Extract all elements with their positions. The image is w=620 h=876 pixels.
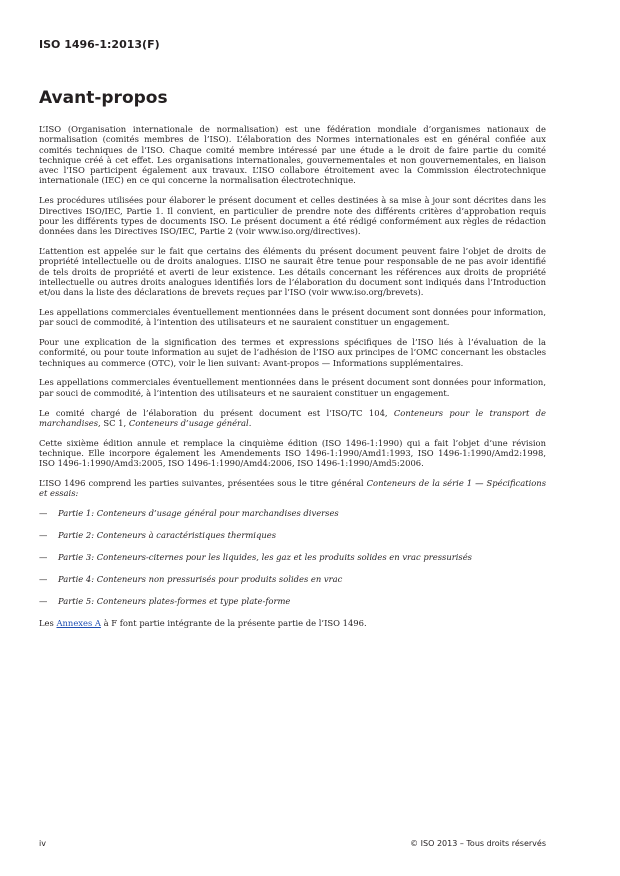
list-item-part-1 <box>39 508 546 518</box>
foreword-body <box>39 124 546 638</box>
list-dash: — <box>39 508 48 519</box>
annexes-lead: Les <box>39 618 57 629</box>
paragraph-conformity: Pour une explication de la signification des termes et expressions spécifiques de l’ISO liés à l’évaluation de la conformité, ou pour toute information au sujet de l’adhésion de l’ISO aux principes de l’OMC concernant les obstacles techniques au commerce (OTC), voir le lien suivant: Avant-propos — Informations supplémentaires. <box>39 337 546 368</box>
list-item-text: Partie 5: Conteneurs plates-formes et type plate-forme <box>58 596 291 607</box>
annex-a-link[interactable]: Annexes A <box>56 618 101 629</box>
paragraph-iso-organisation: L’ISO (Organisation internationale de normalisation) est une fédération mondiale d’organismes nationaux de normalisation (comités membres de l’ISO). L’élaboration des Normes internationales est en général confiée aux comités techniques de l’ISO. Chaque comité membre intéressé par une étude a le droit de faire partie du comité technique créé à cet effet. Les organisations internationales, gouvernementales et non gouvernementales, en liaison avec l’ISO participent également aux travaux. L’ISO collabore étroitement avec la Commission électrotechnique internationale (IEC) en ce qui concerne la normalisation électrotechnique. <box>39 124 546 186</box>
page-title: Avant-propos <box>39 88 168 108</box>
list-item-part-2 <box>39 530 546 540</box>
committee-sc: , SC 1, <box>98 417 129 428</box>
list-item-text: Partie 3: Conteneurs-citernes pour les liquides, les gaz et les produits solides en vrac pressurisés <box>58 552 472 563</box>
list-item-text: Partie 4: Conteneurs non pressurisés pour produits solides en vrac <box>58 574 343 585</box>
committee-end: . <box>248 417 252 428</box>
list-item-part-3 <box>39 552 546 562</box>
list-item-part-4 <box>39 574 546 584</box>
annexes-rest: à F font partie intégrante de la présente partie de l’ISO 1496. <box>100 618 367 629</box>
paragraph-trade-names: Les appellations commerciales éventuellement mentionnées dans le présent document sont données pour information, par souci de commodité, à l’intention des utilisateurs et ne sauraient constituer un engagement. <box>39 306 546 328</box>
list-item-text: Partie 1: Conteneurs d’usage général pour marchandises diverses <box>58 508 339 519</box>
subcommittee-title: Conteneurs d’usage général <box>128 417 249 428</box>
list-dash: — <box>39 596 48 607</box>
parts-general-title: Conteneurs de la série 1 — Spécifications et essais: <box>39 478 546 499</box>
paragraph-committee <box>39 408 546 429</box>
list-item-part-5 <box>39 596 546 606</box>
list-dash: — <box>39 552 48 563</box>
paragraph-annexes <box>39 618 546 628</box>
page-number: iv <box>39 839 46 848</box>
copyright-notice: © ISO 2013 – Tous droits réservés <box>410 839 546 848</box>
committee-lead: Le comité chargé de l’élaboration du présent document est l’ISO/TC 104, <box>39 407 394 418</box>
paragraph-parts-intro <box>39 478 546 499</box>
paragraph-patent-rights: L’attention est appelée sur le fait que certains des éléments du présent document peuvent faire l’objet de droits de propriété intellectuelle ou de droits analogues. L’ISO ne saurait être tenue pour responsable de ne pas avoir identifié de tels droits de propriété et averti de leur existence. Les détails concernant les références aux droits de propriété intellectuelle ou autres droits analogues identifiés lors de l’élaboration du document sont indiqués dans l’Introduction et/ou dans la liste des déclarations de brevets reçues par l’ISO (voir www.iso.org/brevets). <box>39 245 546 298</box>
parts-intro-lead: L’ISO 1496 comprend les parties suivantes, présentées sous le titre général <box>39 478 367 489</box>
list-dash: — <box>39 530 48 541</box>
list-item-text: Partie 2: Conteneurs à caractéristiques thermiques <box>58 530 276 541</box>
paragraph-edition: Cette sixième édition annule et remplace la cinquième édition (ISO 1496-1:1990) qui a fait l’objet d’une révision technique. Elle incorpore également les Amendements ISO 1496-1:1990/Amd1:1993, ISO 1496-1:1990/Amd2:1998, ISO 1496-1:1990/Amd3:2005, ISO 1496-1:1990/Amd4:2006, ISO 1496-1:1990/Amd5:2006. <box>39 437 546 469</box>
paragraph-procedures: Les procédures utilisées pour élaborer le présent document et celles destinées à sa mise à jour sont décrites dans les Directives ISO/IEC, Partie 1. Il convient, en particulier de prendre note des différents critères d’approbation requis pour les différents types de documents ISO. Le présent document a été rédigé conformément aux règles de rédaction données dans les Directives ISO/IEC, Partie 2 (voir www.iso.org/directives). <box>39 195 546 237</box>
list-dash: — <box>39 574 48 585</box>
paragraph-trade-names-repeat: Les appellations commerciales éventuellement mentionnées dans le présent document sont données pour information, par souci de commodité, à l’intention des utilisateurs et ne sauraient constituer un engagement. <box>39 377 546 398</box>
committee-title: Conteneurs pour le transport de marchandises <box>39 407 546 428</box>
document-id: ISO 1496-1:2013(F) <box>39 38 160 51</box>
